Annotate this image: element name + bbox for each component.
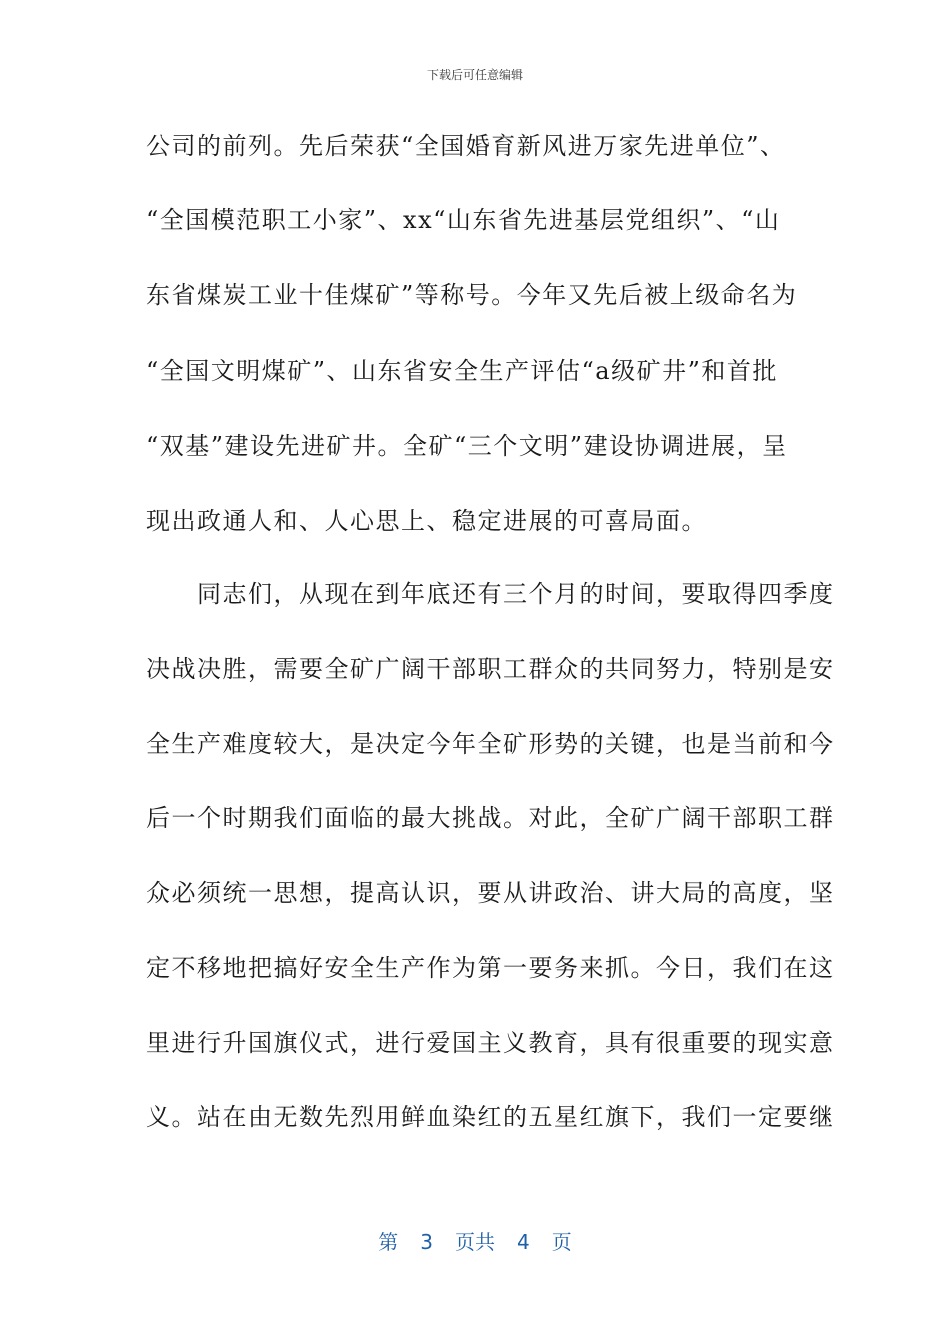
footer-suffix: 页 [551,1230,572,1254]
current-page-number: 3 [420,1230,433,1254]
text-line: 全生产难度较大，是决定今年全矿形势的关键，也是当前和今 [146,730,835,758]
text-line: 定不移地把搞好安全生产作为第一要务来抓。今日，我们在这 [146,954,835,982]
text-line: “全国模范职工小家”、xx“山东省先进基层党组织”、“山 [146,206,781,234]
text-line: “双基”建设先进矿井。全矿“三个文明”建设协调进展，呈 [146,432,788,460]
text-line: 现出政通人和、人心思上、稳定进展的可喜局面。 [146,507,707,535]
text-line: 公司的前列。先后荣获“全国婚育新风进万家先进单位”、 [146,132,786,160]
total-pages-number: 4 [517,1230,530,1254]
text-line: 后一个时期我们面临的最大挑战。对此，全矿广阔干部职工群 [146,804,835,832]
text-line: “全国文明煤矿”、山东省安全生产评估“a级矿井”和首批 [146,357,778,385]
text-line: 里进行升国旗仪式，进行爱国主义教育，具有很重要的现实意 [146,1029,835,1057]
footer-middle: 页共 [455,1230,495,1254]
text-line: 决战决胜，需要全矿广阔干部职工群众的共同努力，特别是安 [146,655,835,683]
footer-prefix: 第 [378,1230,399,1254]
text-line: 义。站在由无数先烈用鲜血染红的五星红旗下，我们一定要继 [146,1103,835,1131]
text-line: 同志们，从现在到年底还有三个月的时间，要取得四季度 [146,580,835,608]
text-line: 东省煤炭工业十佳煤矿”等称号。今年又先后被上级命名为 [146,281,798,309]
header-note: 下载后可任意编辑 [426,68,523,82]
text-line: 众必须统一思想，提高认识，要从讲政治、讲大局的高度，坚 [146,879,835,907]
page-footer [0,1226,950,1255]
